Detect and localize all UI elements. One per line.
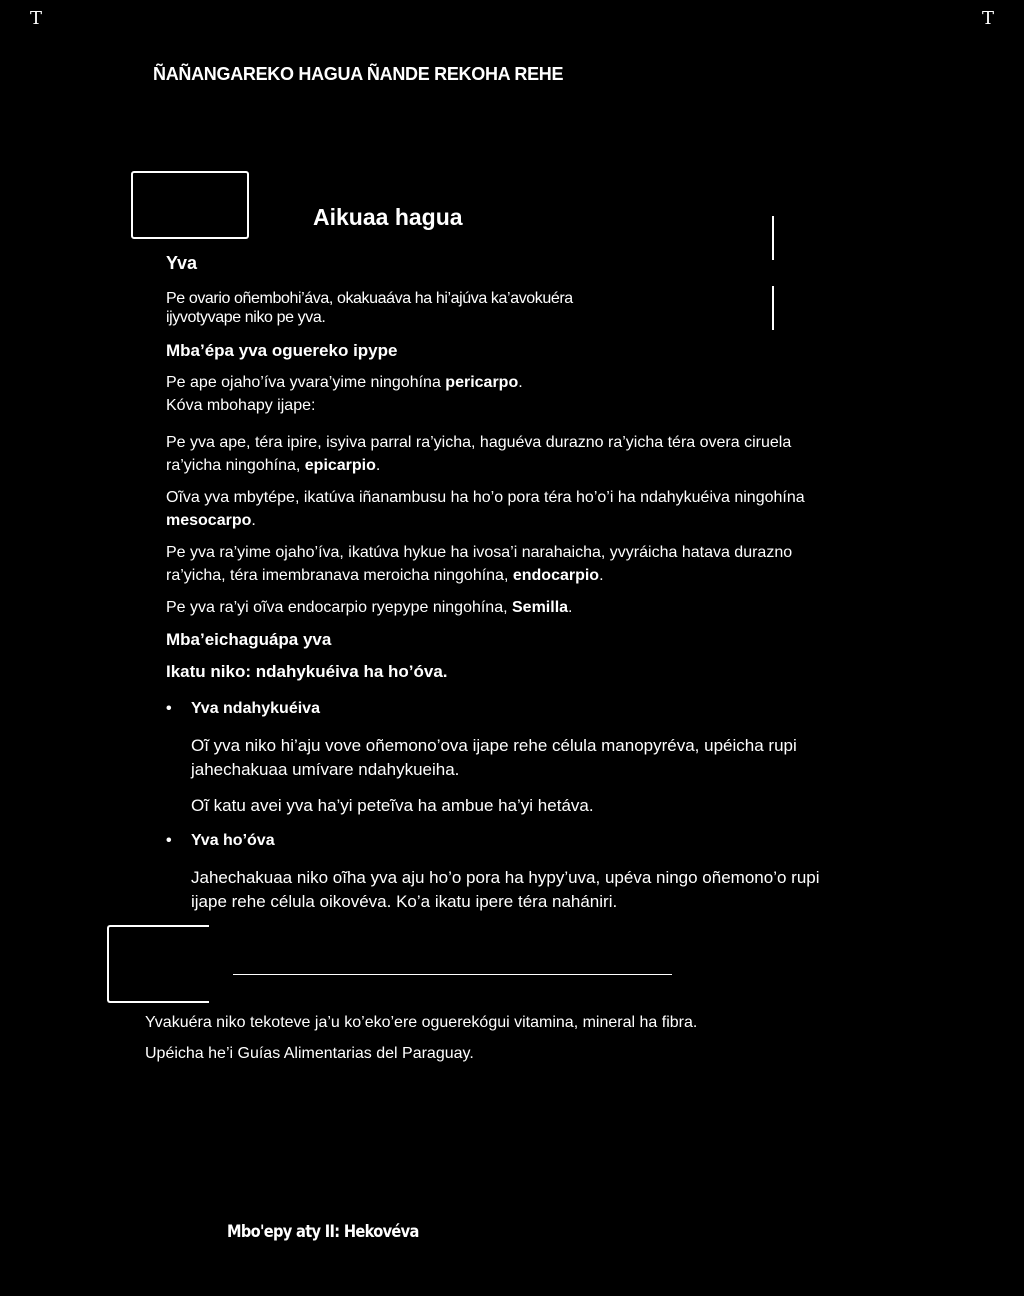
paragraph-kova: Kóva mbohapy ijape:: [166, 397, 316, 414]
divider: [233, 974, 672, 975]
bullet-paragraph: Oĩ katu avei yva ha’yi peteĩva ha ambue ha’yi hetáva.: [191, 796, 594, 815]
section-icon-box: [131, 171, 249, 239]
heading-parts: Mba’épa yva oguereko ipype: [166, 341, 398, 360]
paragraph-endocarpio: Pe yva ra’yime ojaho’íva, ikatúva hykue ha ivosa’i narahaicha, yvyráicha hatava durazno ra’yicha, téra imembranava meroicha ningohína, endocarpio.: [166, 544, 793, 584]
list-item: [166, 829, 834, 852]
corner-mark-right: T: [982, 8, 995, 29]
bullet-icon: •: [166, 832, 172, 849]
note-line: Upéicha he’i Guías Alimentarias del Paraguay.: [145, 1045, 474, 1062]
paragraph-mesocarpo: Oĩva yva mbytépe, ikatúva iñanambusu ha ho’o pora téra ho’o’i ha ndahykuéiva ningohína mesocarpo.: [166, 489, 805, 529]
main-content: [166, 252, 834, 923]
note-block: [145, 1010, 865, 1072]
note-icon-box: [107, 925, 209, 1003]
paragraph-epicarpio: Pe yva ape, téra ipire, isyiva parral ra’yicha, haguéva durazno ra’yicha téra overa ciruela ra’yicha ningohína, epicarpio.: [166, 434, 792, 474]
bullet-title: Yva ndahykuéiva: [191, 700, 320, 717]
paragraph-semilla: Pe yva ra’yi oĩva endocarpio ryepype ningohína, Semilla.: [166, 599, 573, 616]
heading-yva: Yva: [166, 253, 198, 273]
bullet-title: Yva ho’óva: [191, 832, 275, 849]
paragraph-intro: Pe ovario oñembohi’áva, okakuaáva ha hi’ajúva ka’avokuéra ijyvotyvape niko pe yva.: [166, 290, 573, 326]
paragraph-pericarpo: Pe ape ojaho’íva yvara’yime ningohína pericarpo.: [166, 374, 523, 391]
heading-types: Mba’eichaguápa yva: [166, 630, 332, 649]
bullet-icon: •: [166, 700, 172, 717]
bullet-paragraph: Oĩ yva niko hi’aju vove oñemono’ova ijape rehe célula manopyréva, upéicha rupi jahechakuaa umívare ndahykueiha.: [191, 736, 797, 779]
note-line: Yvakuéra niko tekoteve ja’u ko’eko’ere oguerekógui vitamina, mineral ha fibra.: [145, 1014, 698, 1031]
list-item: [166, 697, 834, 720]
bullet-paragraph: Jahechakuaa niko oĩha yva aju ho’o pora ha hypy’uva, upéva ningo oñemono’o rupi ijape rehe célula oikovéva. Ko’a ikatu ipere téra nahániri.: [191, 868, 820, 911]
corner-mark-left: T: [30, 8, 43, 29]
page-footer: Mbo'epy aty II: Hekovéva: [227, 1222, 419, 1242]
section-title: Aikuaa hagua: [313, 204, 463, 230]
paragraph-ikatu: Ikatu niko: ndahykuéiva ha ho’óva.: [166, 662, 448, 681]
page-header: ÑAÑANGAREKO HAGUA ÑANDE REKOHA REHE: [153, 64, 564, 84]
